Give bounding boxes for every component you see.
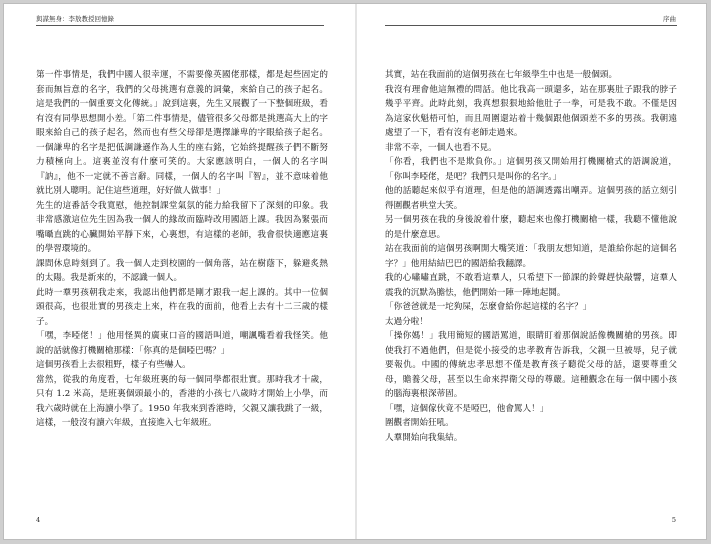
- paragraph: 另一個男孩在我的身後說着什麼，聽起來也像打機關槍一樣，我聽不懂他說的是什麼意思。: [385, 215, 677, 240]
- right-page: [357, 4, 708, 539]
- paragraph: 這個男孩看上去很粗野，樣子有些嚇人。: [36, 360, 191, 370]
- paragraph: 太過分啦！: [385, 316, 428, 327]
- paragraph: 他的話聽起來似乎有道理，但是他的語調透露出嘲弄。這個男孩的話立刻引得圍觀者哄堂大笑。: [385, 186, 677, 211]
- paragraph: 其實，站在我面前的這個男孩在七年級學生中也是一般個頭。: [385, 70, 618, 80]
- right-page-number: 5: [671, 516, 676, 524]
- left-page: [4, 4, 355, 539]
- paragraph: 非常不幸，一個人也看不見。: [385, 142, 497, 153]
- left-page-number: 4: [36, 516, 41, 524]
- paragraph: 「嘿，李啞佬！」他用怪異的廣東口音的國語叫道，嘲諷嘴看着我怪笑。他說的話就像打機關槍那樣：「你真的是個啞巴嗎？」: [36, 331, 328, 356]
- paragraph: 此時一羣男孩朝我走來，我認出他們都是剛才跟我一起上課的。其中一位個頭很高，也很壯實的男孩走上來，杵在我的面前，他看上去有十二三歲的樣子。: [36, 287, 328, 327]
- book-spread: [3, 3, 707, 540]
- paragraph: 「操你媽！」我用簡短的國語罵道，眼睛盯着那個說話像機關槍的男孩。即使我打不過他們，但是從小接受的忠孝教育告訴我，父親一旦被辱，兒子就要報仇。中國的傳統忠孝思想不僅是教育孩子聽從父母的話，還要尊重父母，贍養父母，甚至以生命來捍衛父母的尊嚴。這種觀念在每一個中國小孩的腦海裏根深蒂固。: [385, 331, 677, 399]
- paragraph: 站在我面前的這個男孩啊開大嘴笑道：「我朋友想知道，是誰給你起的這個名字？」他用結結巴巴的國語給我翻譯。: [385, 244, 677, 269]
- paragraph: 課間休息時刻到了。我一個人走到校園的一個角落，站在樹蔭下，躲避炙熱的太陽。我是新來的，不認識一個人。: [36, 258, 328, 283]
- paragraph: 第一件事情是，我們中國人很幸運，不需要像英國佬那樣，都是起些固定的套而無旨意的名字，我們的父母挑選有意義的詞彙，來給自己的孩子起名。這是我們的一個重要文化傳統。」說到這裏，先生又展觀了一下整個班級，看有沒有同學思想開小差。「第二件事情是，儘管很多父母都是挑選高大上的字眼來給自己的孩子起名，然而也有些父母卻是選擇謙卑的字眼給孩子起名。一個謙卑的名字是把低調謙遜作為人生的座右銘，它始終提醒孩子們不斷努力積極向上。這裏並沒有什麼可笑的。大家應該明白，一個人的名字叫『訥』，他不一定就不善言辭。同樣，一個人的名字叫『智』，並不意味着他就比別人聰明。記住這些道理，好好做人做事！」: [36, 70, 328, 196]
- right-page-body: [385, 68, 677, 445]
- paragraph: 圍觀者開始狂吼。: [385, 418, 454, 428]
- left-header-rule: [36, 25, 324, 26]
- paragraph: 「你看，我們也不是欺負你。」這個男孩又開始用打機關槍式的語調說道，「你叫李啞佬，是吧？我們只是叫你的名字。」: [385, 157, 677, 182]
- paragraph: 先生的這番話令我寬慰，他控制課堂氣氛的能力給我留下了深刻的印象。我非常感激這位先生因為我一個人的緣故而臨時改用國語上課。我因為緊張而嘴囁直跳的心臟開始平靜下來，心裏想，有這樣的老師，我會很快適應這裏的學習環境的。: [36, 200, 328, 254]
- right-running-header: 序曲: [663, 15, 676, 23]
- paragraph: 我沒有理會他這無禮的問話。他比我高一頭還多，站在那裏肚子跟我的脖子幾乎平齊。此時此刻，我真想狠狠地給他肚子一拳，可是我不敢。不僅是因為這家伙魁梧可怕，而且周圍還站着十幾個跟他個頭差不多的男孩。我朝遠處望了一下，看有沒有老師走過來。: [385, 84, 677, 138]
- paragraph: 人羣開始向我集結。: [385, 432, 463, 443]
- left-page-body: [36, 68, 328, 431]
- paragraph: 「嘿，這個傢伙竟不是啞巴，他會罵人！」: [385, 403, 549, 414]
- left-running-header: 與謀無身：李敖教授回憶錄: [36, 15, 114, 23]
- paragraph: 我的心嘯嘯直跳，不敢看這羣人，只希望下一節課的鈴聲趕快敲響，這羣人震我的沉默為膽怯，他們開始一陣一陣地起鬨。: [385, 273, 677, 298]
- paragraph: 當然，從我的角度看，七年級班裏的每一個同學都很壯實。那時我才十歲，只有 1.2 米高，是班裏個頭最小的，香港的小孩七八歲時才開始上小學，而我六歲時就在上海讀小學了。1950 年我來到香港時，父親又讓我跳了一級，這樣，一般沒有讀六年級，直接進入七年級班。: [36, 374, 328, 428]
- right-header-rule: [385, 25, 677, 26]
- paragraph: 「你爸爸就是一坨狗屎，怎麼會給你起這樣的名字？」: [385, 302, 592, 312]
